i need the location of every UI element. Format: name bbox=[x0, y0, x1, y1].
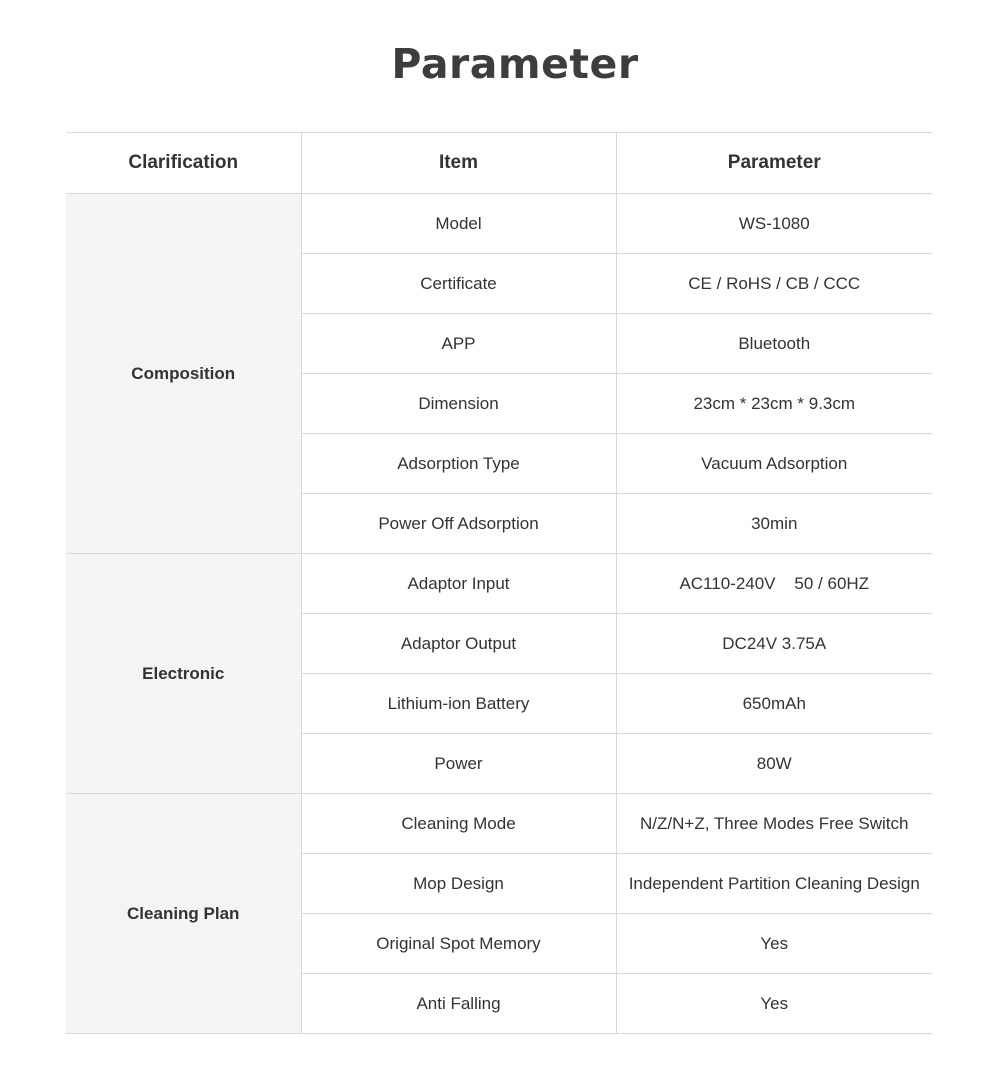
value-cell: AC110-240V 50 / 60HZ bbox=[616, 554, 932, 614]
item-cell: APP bbox=[301, 314, 616, 374]
value-cell: Yes bbox=[616, 974, 932, 1034]
item-cell: Dimension bbox=[301, 374, 616, 434]
item-cell: Cleaning Mode bbox=[301, 794, 616, 854]
header-parameter: Parameter bbox=[616, 133, 932, 194]
item-cell: Adaptor Input bbox=[301, 554, 616, 614]
item-cell: Power bbox=[301, 734, 616, 794]
item-cell: Original Spot Memory bbox=[301, 914, 616, 974]
item-cell: Anti Falling bbox=[301, 974, 616, 1034]
header-clarification: Clarification bbox=[66, 133, 301, 194]
value-cell: N/Z/N+Z, Three Modes Free Switch bbox=[616, 794, 932, 854]
item-cell: Adsorption Type bbox=[301, 434, 616, 494]
value-cell: Independent Partition Cleaning Design bbox=[616, 854, 932, 914]
value-cell: DC24V 3.75A bbox=[616, 614, 932, 674]
value-cell: 650mAh bbox=[616, 674, 932, 734]
value-cell: Yes bbox=[616, 914, 932, 974]
value-cell: WS-1080 bbox=[616, 194, 932, 254]
item-cell: Certificate bbox=[301, 254, 616, 314]
item-cell: Lithium-ion Battery bbox=[301, 674, 616, 734]
table-body bbox=[66, 194, 932, 1034]
value-cell: CE / RoHS / CB / CCC bbox=[616, 254, 932, 314]
group-label: Composition bbox=[66, 194, 301, 554]
table-row bbox=[66, 554, 932, 614]
group-label: Cleaning Plan bbox=[66, 794, 301, 1034]
group-label: Electronic bbox=[66, 554, 301, 794]
table-row bbox=[66, 194, 932, 254]
item-cell: Power Off Adsorption bbox=[301, 494, 616, 554]
item-cell: Model bbox=[301, 194, 616, 254]
item-cell: Mop Design bbox=[301, 854, 616, 914]
value-cell: 23cm * 23cm * 9.3cm bbox=[616, 374, 932, 434]
header-item: Item bbox=[301, 133, 616, 194]
value-cell: 80W bbox=[616, 734, 932, 794]
table-row bbox=[66, 794, 932, 854]
page-title: Parameter bbox=[391, 40, 639, 88]
value-cell: Bluetooth bbox=[616, 314, 932, 374]
parameter-table bbox=[66, 132, 932, 1034]
table-header-row bbox=[66, 133, 932, 194]
value-cell: 30min bbox=[616, 494, 932, 554]
value-cell: Vacuum Adsorption bbox=[616, 434, 932, 494]
item-cell: Adaptor Output bbox=[301, 614, 616, 674]
